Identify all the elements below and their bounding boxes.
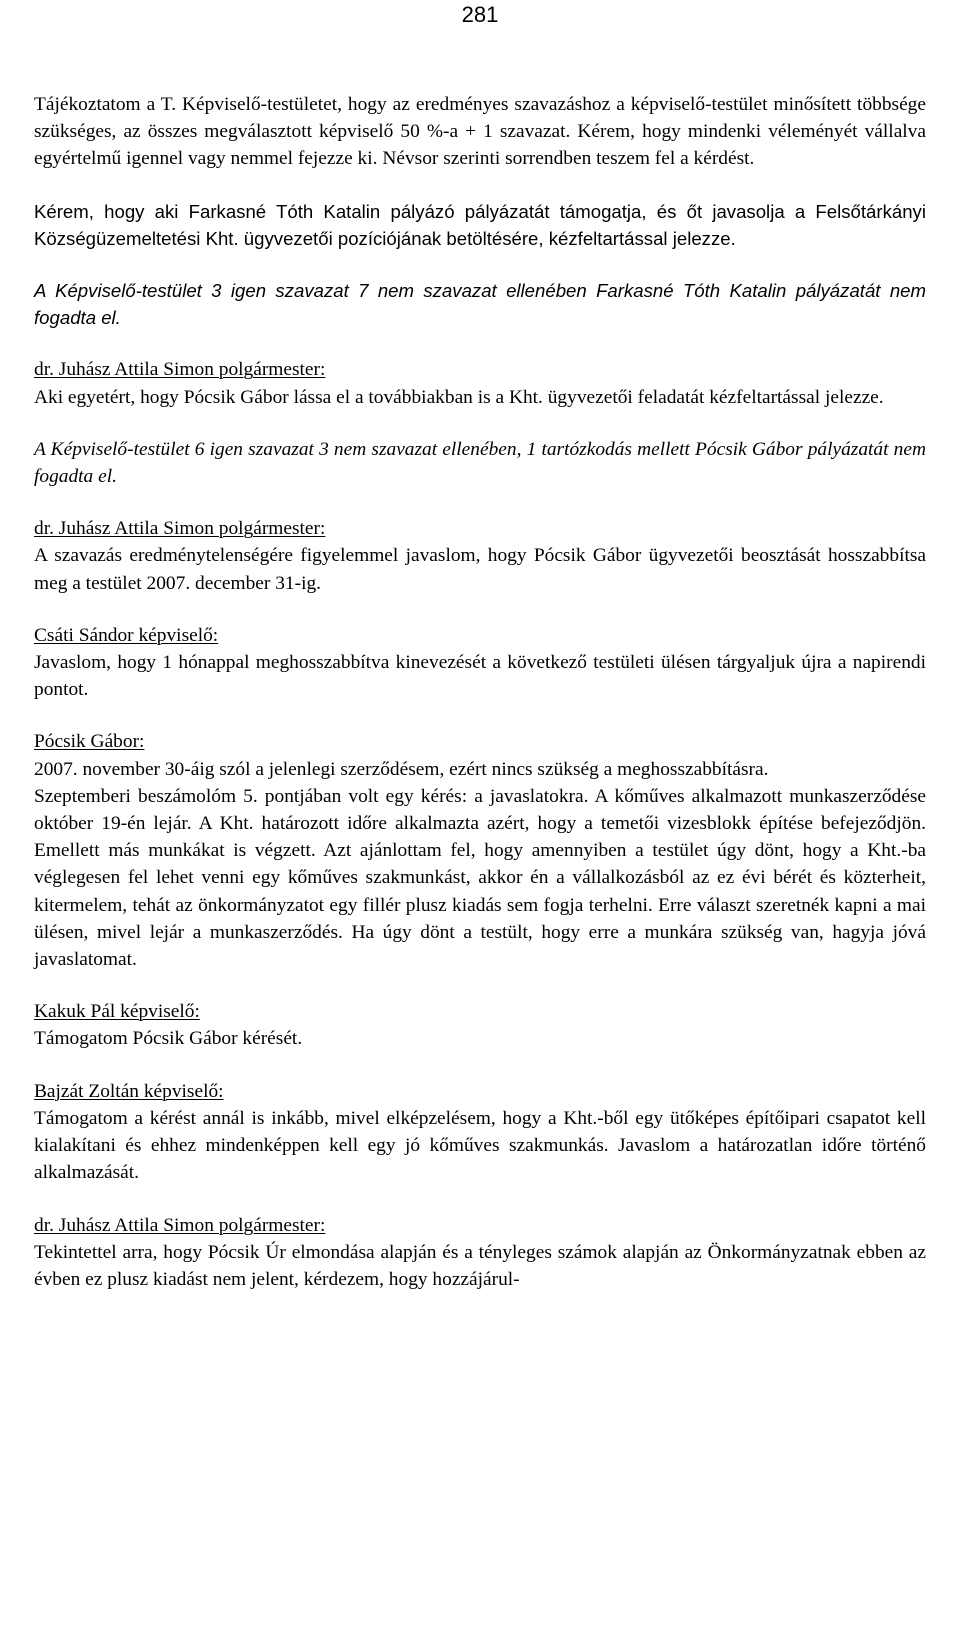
paragraph-vote-result-farkasne: A Képviselő-testület 3 igen szavazat 7 nem szavazat ellenében Farkasné Tóth Katalin pályázatát nem fogadta el. [34, 280, 926, 329]
paragraph-voting-info: Tájékoztatom a T. Képviselő-testületet, hogy az eredményes szavazáshoz a képviselő-testület minősített többsége szükséges, az összes megválasztott képviselő 50 %-a + 1 szavazat. Kérem, hogy mindenki véleményét vállalva egyértelmű igennel vagy nemmel fejezze ki. Névsor szerinti sorrendben teszem fel a kérdést. [34, 94, 926, 170]
paragraph-kakuk-support: Támogatom Pócsik Gábor kérését. [34, 1028, 303, 1050]
speaker-kakuk: Kakuk Pál képviselő: [34, 1001, 200, 1023]
paragraph-bajzat-support: Támogatom a kérést annál is inkább, mivel elképzelésem, hogy a Kht.-ből egy ütőképes építőipari csapatot kell kialakítani és ehhez mindenképpen kell egy jó kőműves szakmunkás. Javaslom a határozatlan időre történő alkalmazását. [34, 1107, 926, 1184]
paragraph-csati-proposal: Javaslom, hogy 1 hónappal meghosszabbítva kinevezését a következő testületi ülésen tárgyaljuk újra a napirendi pontot. [34, 652, 926, 701]
paragraph-extension-proposal: A szavazás eredménytelenségére figyelemmel javaslom, hogy Pócsik Gábor ügyvezetői beosztását hosszabbítsa meg a testület 2007. december 31-ig. [34, 545, 926, 594]
paragraph-pocsik-request: Szeptemberi beszámolóm 5. pontjában volt egy kérés: a javaslatokra. A kőműves alkalmazott munkaszerződése október 19-én lejár. A Kht. határozott időre alkalmazta azért, hogy a temetői vizesblokk építése befejeződjön. Emellett más munkákat is végzett. Azt ajánlottam fel, hogy amennyiben a testület úgy dönt, hogy a Kht.-ba véglegesen fel lehet venni egy kőműves szakmunkást, akkor én a vállalkozásból az ez évi bérét és közterheit, kitermelem, tehát az önkormányzatot egy fillér plusz kiadás sem fogja terhelni. Erre választ szeretnék kapni a mai ülésen, mivel lejár a munkaszerződés. Ha úgy dönt a testült, hogy erre a munkára szükség van, hagyja jóvá javaslatomat. [34, 785, 926, 971]
document-body [34, 91, 926, 1293]
speaker-mayor-3: dr. Juhász Attila Simon polgármester: [34, 1214, 326, 1236]
speaker-csati: Csáti Sándor képviselő: [34, 624, 219, 646]
speaker-pocsik: Pócsik Gábor: [34, 731, 145, 753]
page-number: 281 [461, 2, 499, 27]
speaker-mayor-2: dr. Juhász Attila Simon polgármester: [34, 518, 326, 540]
paragraph-vote-result-pocsik: A Képviselő-testület 6 igen szavazat 3 nem szavazat ellenében, 1 tartózkodás mellett Pócsik Gábor pályázatát nem fogadta el. [34, 438, 926, 488]
paragraph-pocsik-contract: 2007. november 30-áig szól a jelenlegi szerződésem, ezért nincs szükség a meghosszabbításra. [34, 758, 769, 780]
speaker-mayor-1: dr. Juhász Attila Simon polgármester: [34, 359, 326, 381]
paragraph-vote-request-farkasne: Kérem, hogy aki Farkasné Tóth Katalin pályázó pályázatát támogatja, és őt javasolja a Felsőtárkányi Községüzemeltetési Kht. ügyvezetői pozíciójának betöltésére, kézfeltartással jelezze. [34, 200, 926, 249]
paragraph-mayor-question: Tekintettel arra, hogy Pócsik Úr elmondása alapján és a tényleges számok alapján az Önkormányzatnak ebben az évben ez plusz kiadást nem jelent, kérdezem, hogy hozzájárul- [34, 1241, 926, 1290]
paragraph-vote-request-pocsik: Aki egyetért, hogy Pócsik Gábor lássa el a továbbiakban is a Kht. ügyvezetői feladatát kézfeltartással jelezze. [34, 386, 884, 408]
speaker-bajzat: Bajzát Zoltán képviselő: [34, 1080, 224, 1102]
